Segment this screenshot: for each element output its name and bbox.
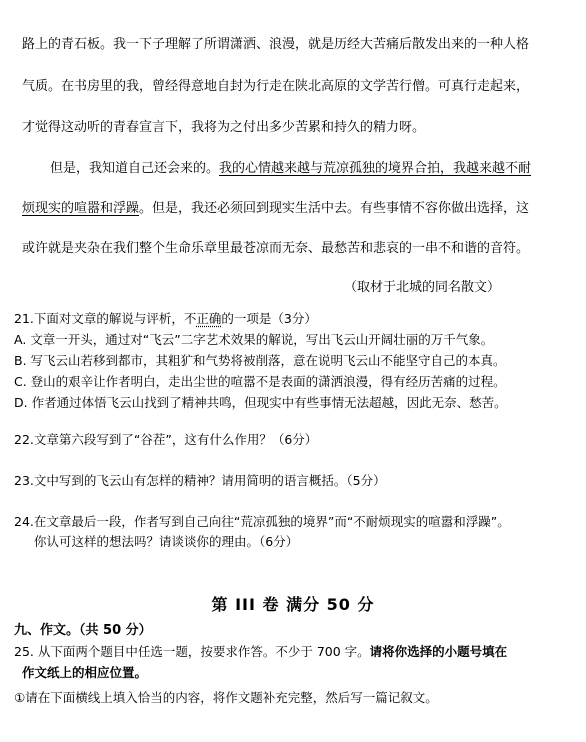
question-24-line-1: 24.在文章最后一段，作者写到自己向往“荒凉孤独的境界”而“不耐烦现实的喧嚣和浮躁”。 — [14, 514, 510, 529]
passage-line-5-plain: 。但是，我还必须回到现实生活中去。有些事情不容你做出选择，这 — [139, 201, 530, 216]
q21-option-a: A. 文章一开头，通过对“飞云”二字艺术效果的解说，写出飞云山开阔壮丽的万千气象。 — [14, 332, 494, 347]
underlined-sentence-part-2: 烦现实的喧嚣和浮躁 — [22, 201, 140, 216]
question-24-line-2: 你认可这样的想法吗？请谈谈你的理由。（6分） — [34, 534, 299, 549]
composition-heading: 九、作文。（共 50 分） — [14, 623, 152, 638]
q25-bold-instruction: 请将你选择的小题号填在 — [369, 644, 508, 659]
prompt-option-1: ①请在下面横线上填入恰当的内容，将作文题补充完整，然后写一篇记叙文。 — [14, 690, 438, 705]
q21-stem-c: 的一项是（3分） — [221, 311, 317, 326]
passage-line-4-plain: 但是，我知道自己还会来的。 — [50, 161, 220, 176]
underlined-sentence-part-1: 我的心情越来越与荒凉孤独的境界合拍，我越来越不耐 — [219, 161, 532, 176]
passage-source: （取材于北城的同名散文） — [343, 280, 500, 295]
q21-option-c: C. 登山的艰辛让作者明白，走出尘世的喧嚣不是表面的潇洒浪漫，得有经历苦痛的过程。 — [14, 374, 506, 389]
q21-option-d: D. 作者通过体悟飞云山找到了精神共鸣，但现实中有些事情无法超越，因此无奈、愁苦。 — [14, 395, 507, 410]
q21-option-b: B. 写飞云山若移到都市，其粗犷和气势将被削落，意在说明飞云山不能坚守自己的本真。 — [14, 353, 506, 368]
question-25-line-2: 作文纸上的相应位置。 — [22, 665, 148, 680]
passage-line-6: 或许就是夹杂在我们整个生命乐章里最苍凉而无奈、最愁苦和悲哀的一串不和谐的音符。 — [22, 241, 530, 256]
question-21-stem — [14, 310, 317, 328]
passage-line-1: 路上的青石板。我一下子理解了所谓潇洒、浪漫，就是历经大苦痛后散发出来的一种人格 — [22, 37, 530, 52]
passage-line-5 — [22, 200, 529, 218]
passage-line-3: 才觉得这动听的青春宣言下，我将为之付出多少苦累和持久的精力呀。 — [22, 120, 426, 135]
question-22: 22.文章第六段写到了“谷茬”，这有什么作用？（6分） — [14, 432, 318, 447]
question-23: 23.文中写到的飞云山有怎样的精神？请用简明的语言概括。（5分） — [14, 473, 386, 488]
q21-stem-a: 21.下面对文章的解说与评析，不 — [14, 311, 197, 326]
question-25-line-1 — [14, 643, 507, 661]
q25-plain: 25. 从下面两个题目中任选一题，按要求作答。不少于 700 字。 — [14, 644, 370, 659]
passage-line-4 — [50, 160, 531, 178]
q21-emphasis: 正确 — [196, 311, 222, 326]
section-title: 第 III 卷 满分 50 分 — [211, 595, 375, 614]
passage-line-2: 气质。在书房里的我，曾经得意地自封为行走在陕北高原的文学苦行僧。可真行走起来， — [22, 79, 530, 94]
